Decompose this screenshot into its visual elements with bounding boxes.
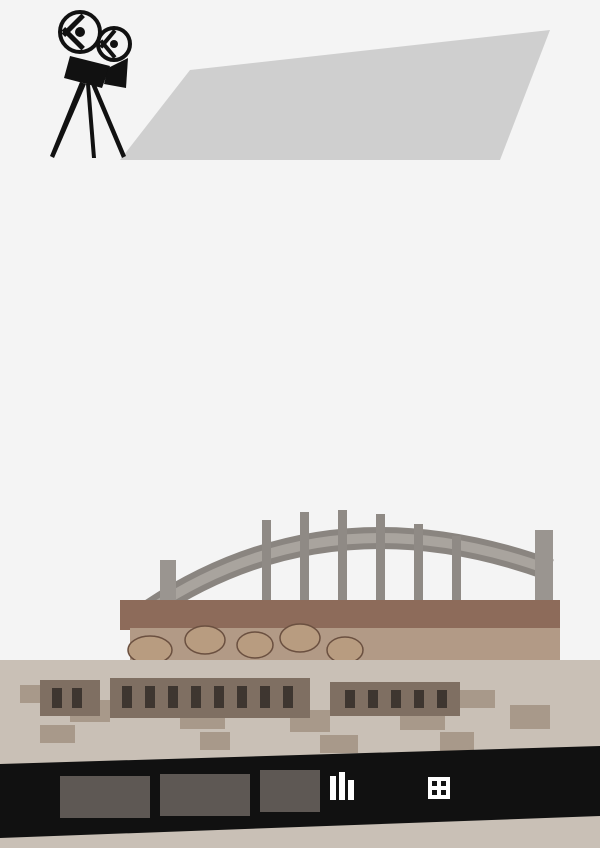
city-crest-icon: [428, 777, 450, 799]
title-background-band: [120, 30, 550, 160]
film-camera-icon: [30, 6, 140, 166]
film-strip: [0, 746, 600, 841]
mdk-logo-icon: [328, 770, 356, 802]
